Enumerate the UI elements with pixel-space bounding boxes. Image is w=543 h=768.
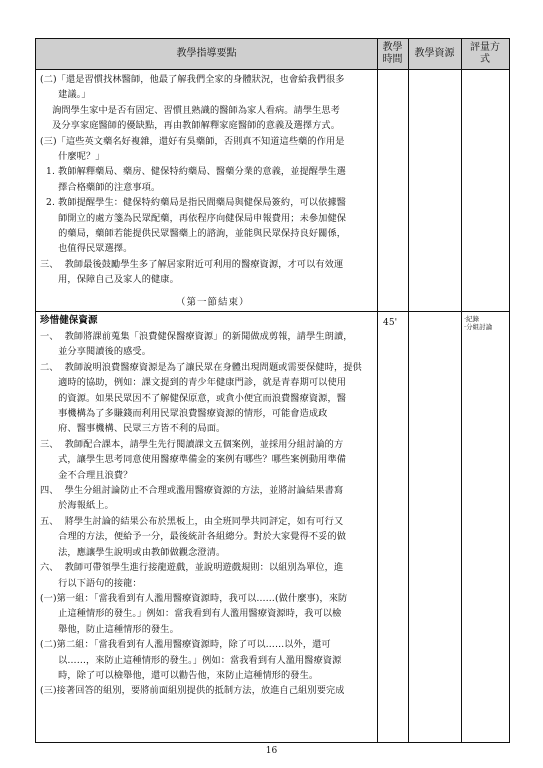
text-line: 師開立的處方箋為民眾配藥，再依程序向健保局申報費用；未參加健保 <box>40 212 347 224</box>
text-line: 2. 教師提醒學生：健保特約藥局是指民間藥局與健保局簽約，可以依據醫 <box>40 197 346 209</box>
text-line: 適時的協助，例如：課文提到的青少年健康門診，就是青春期可以使用 <box>40 377 347 389</box>
text-line: 金不合理且浪費？ <box>40 469 133 481</box>
header-evaluation-method: 評量方 式 <box>470 42 500 65</box>
text-line: 式，讓學生思考同意使用醫療準備金的案例有哪些？哪些案例動用準備 <box>40 454 347 466</box>
text-line: 建議。」 <box>40 89 91 101</box>
text-line: 五、 將學生討論的結果公布於黑板上，由全班同學共同評定，如有可行又 <box>40 515 344 527</box>
text-line: 也值得民眾選擇。 <box>40 243 133 255</box>
page-number: 16 <box>265 746 278 756</box>
text-line: 三、 教師最後鼓勵學生多了解居家附近可利用的醫療資源，才可以有效運 <box>40 258 344 270</box>
text-line: 事機構為了多賺錢而利用民眾浪費醫療資源的情形，可能會造成政 <box>40 408 328 420</box>
text-line: 行以下語句的接龍： <box>40 577 142 589</box>
text-line: 擇合格藥師的注意事項。 <box>40 181 161 193</box>
text-line: 法，應讓學生說明或由教師做觀念澄清。 <box>40 546 226 558</box>
header-teaching-points: 教學指導要點 <box>36 39 378 69</box>
evaluation-item: ‧紀錄 <box>464 315 480 323</box>
text-line: 四、 學生分組討論防止不合理或濫用醫療資源的方法，並將討論結果書寫 <box>40 485 344 497</box>
text-line: 什麼呢？」 <box>40 151 105 163</box>
evaluation-item: ‧分組討論 <box>464 323 493 331</box>
column-divider <box>461 69 462 742</box>
lesson-plan-table <box>35 38 510 743</box>
text-line: 以……，來防止這種情形的發生。」例如：當我看到有人濫用醫療資源 <box>40 654 342 666</box>
text-line: 於海報紙上。 <box>40 500 114 512</box>
column-divider <box>377 69 378 742</box>
text-line: (三)「這些英文藥名好複雜，還好有吳藥師，否則真不知道這些藥的作用是 <box>40 135 345 147</box>
text-line: 合理的方法，便給予一分，最後統計各組總分。對於大家覺得不妥的做 <box>40 531 347 543</box>
section-1-text <box>40 72 346 288</box>
table-header <box>36 39 509 70</box>
text-line: 的資源。如果民眾因不了解健保原意，或貪小便宜而浪費醫療資源，醫 <box>40 392 347 404</box>
text-line: (二)「還是習慣找林醫師，他最了解我們全家的身體狀況，也會給我們很多 <box>40 74 345 85</box>
header-teaching-resources: 教學資源 <box>408 39 462 69</box>
text-line: 的藥局，藥師若能提供民眾醫藥上的諮詢，並能與民眾保持良好關係， <box>40 228 347 240</box>
text-line: 舉他，防止這種情形的發生。 <box>40 623 179 635</box>
text-line: 府、醫事機構、民眾三方皆不利的局面。 <box>40 423 226 435</box>
text-line: 時，除了可以檢舉他，還可以勸告他，來防止這種情形的發生。 <box>40 669 319 681</box>
column-divider <box>408 69 409 742</box>
text-line: (二)第二組：「當我看到有人濫用醫療資源時，除了可以……以外，還可 <box>40 639 331 651</box>
header-teaching-time: 教學 時間 <box>377 39 409 69</box>
row-divider <box>36 311 509 312</box>
text-line: 六、 教師可帶領學生進行接龍遊戲，並說明遊戲規則：以組別為單位，進 <box>40 562 344 574</box>
section-2-text <box>40 329 362 699</box>
text-line: (三)接著回答的組別，要將前面組別提供的抵制方法，放進自己組別要完成 <box>40 685 345 697</box>
text-line: 用，保障自己及家人的健康。 <box>40 274 179 286</box>
section-title: 珍惜健保資源 <box>40 315 98 326</box>
text-line: (一)第一組：「當我看到有人濫用醫療資源時，我可以……(做什麼事)，來防 <box>40 592 348 604</box>
teaching-time-value: 45' <box>383 318 398 328</box>
evaluation-methods-list <box>464 315 492 331</box>
text-line: 止這種情形的發生。」例如：當我看到有人濫用醫療資源時，我可以檢 <box>40 608 342 620</box>
text-line: 並分享閱讀後的感受。 <box>40 346 151 358</box>
text-line: 1. 教師解釋藥局、藥房、健保特約藥局、醫藥分業的意義，並提醒學生選 <box>40 166 346 178</box>
text-line: 二、 教師說明浪費醫療資源是為了讓民眾在身體出現問題或需要保健時，提供 <box>40 361 362 373</box>
text-line: 詢問學生家中是否有固定、習慣且熟識的醫師為家人看病。請學生思考 <box>40 104 340 116</box>
text-line: 及分享家庭醫師的優缺點，再由教師解釋家庭醫師的意義及選擇方式。 <box>40 120 340 132</box>
text-line: 一、 教師將課前蒐集「浪費健保醫療資源」的新聞做成剪報，請學生朗讀， <box>40 331 353 342</box>
text-line: 三、 教師配合課本，請學生先行閱讀課文五個案例，並採用分組討論的方 <box>40 438 344 450</box>
section-end-label: （第一節結束） <box>176 297 250 308</box>
